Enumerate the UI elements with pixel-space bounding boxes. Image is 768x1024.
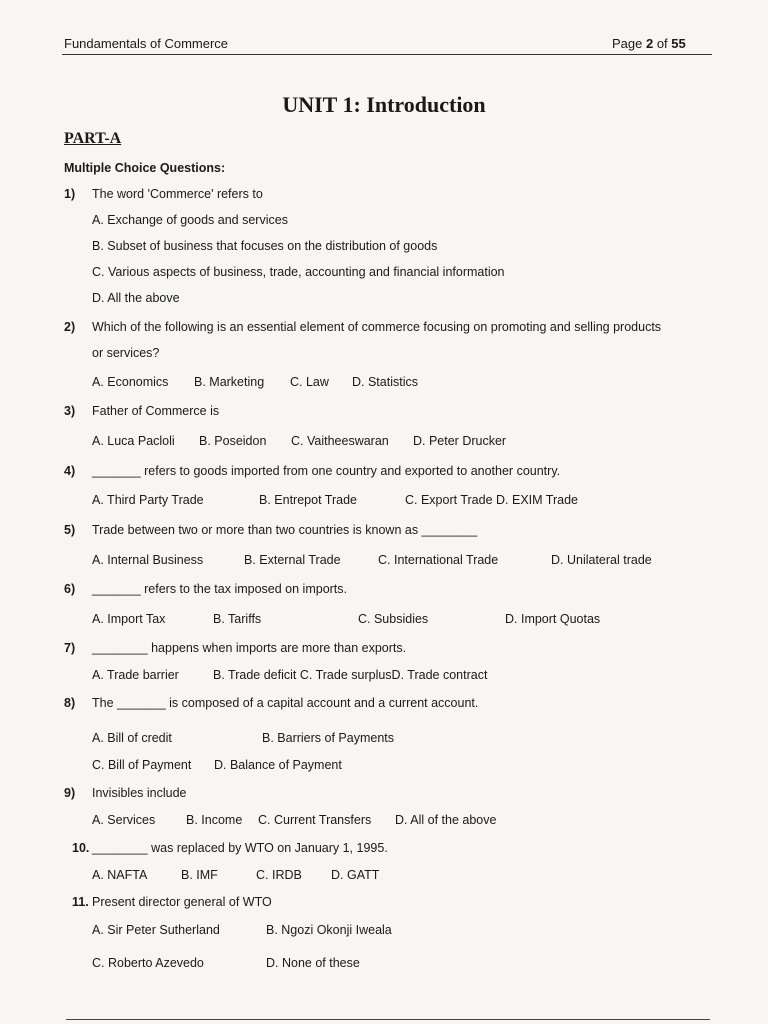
page-title: UNIT 1: Introduction: [282, 92, 486, 117]
option-b: B. Subset of business that focuses on the distribution of goods: [92, 239, 438, 253]
option-a: A. Sir Peter Sutherland: [92, 923, 220, 937]
question-number: 5): [64, 523, 76, 537]
option-b: B. Barriers of Payments: [262, 731, 394, 745]
option-c: C. Export Trade D. EXIM Trade: [405, 493, 578, 507]
question-text: Which of the following is an essential element of commerce focusing on promoting and selling products: [92, 320, 662, 334]
question-number: 9): [64, 786, 76, 800]
option-a: A. Internal Business: [92, 553, 204, 567]
part-heading: PART-A: [64, 130, 122, 147]
option-c: C. IRDB: [256, 868, 302, 882]
option-d: D. All of the above: [395, 813, 497, 827]
question-text: Trade between two or more than two countries is known as ________: [92, 523, 478, 537]
question-text: ________ happens when imports are more than exports.: [92, 641, 407, 655]
question-number: 3): [64, 404, 76, 418]
option-b: B. Entrepot Trade: [259, 493, 357, 507]
option-a: A. NAFTA: [92, 868, 148, 882]
option-c: C. Vaitheeswaran: [291, 434, 389, 448]
option-d: D. GATT: [331, 868, 380, 882]
option-a: A. Economics: [92, 375, 169, 389]
option-d: D. Import Quotas: [505, 612, 601, 626]
question-text: The word 'Commerce' refers to: [92, 187, 263, 201]
option-a: A. Import Tax: [92, 612, 166, 626]
option-b: B. External Trade: [244, 553, 341, 567]
question-number: 10.: [72, 841, 90, 855]
question-number: 8): [64, 696, 76, 710]
option-a: A. Bill of credit: [92, 731, 172, 745]
option-b: B. Ngozi Okonji Iweala: [266, 923, 392, 937]
question-number: 1): [64, 187, 76, 201]
option-d: D. Statistics: [352, 375, 418, 389]
option-c: C. Subsidies: [358, 612, 429, 626]
header-rule: [62, 54, 712, 55]
question-number: 2): [64, 320, 76, 334]
question-text: _______ refers to goods imported from one country and exported to another country.: [92, 464, 561, 478]
question-text-continued: or services?: [92, 346, 160, 360]
question-number: 6): [64, 582, 76, 596]
option-c: C. Current Transfers: [258, 813, 372, 827]
option-d: D. All the above: [92, 291, 180, 305]
option-d: D. Unilateral trade: [551, 553, 652, 567]
question-text: Invisibles include: [92, 786, 187, 800]
question-text: ________ was replaced by WTO on January 1, 1995.: [92, 841, 388, 855]
option-b: B. IMF: [181, 868, 218, 882]
page-number: Page 2 of 55: [612, 36, 686, 51]
question-text: Present director general of WTO: [92, 895, 272, 909]
footer-rule: [66, 1019, 710, 1020]
section-heading: Multiple Choice Questions:: [64, 161, 226, 175]
question-number: 4): [64, 464, 76, 478]
option-b: B. Marketing: [194, 375, 265, 389]
running-header-title: Fundamentals of Commerce: [64, 36, 229, 51]
option-a: A. Luca Pacloli: [92, 434, 175, 448]
option-b: B. Income: [186, 813, 243, 827]
option-d: D. Balance of Payment: [214, 758, 342, 772]
option-c: C. Law: [290, 375, 329, 389]
question-number: 7): [64, 641, 76, 655]
option-c: C. International Trade: [378, 553, 499, 567]
option-d: D. Peter Drucker: [413, 434, 507, 448]
option-c: C. Bill of Payment: [92, 758, 192, 772]
question-text: Father of Commerce is: [92, 404, 220, 418]
option-d: D. None of these: [266, 956, 360, 970]
option-a: A. Trade barrier: [92, 668, 179, 682]
option-b: B. Tariffs: [213, 612, 262, 626]
option-b-c-d: B. Trade deficit C. Trade surplusD. Trade contract: [213, 668, 488, 682]
option-a: A. Third Party Trade: [92, 493, 204, 507]
option-a: A. Services: [92, 813, 156, 827]
option-b: B. Poseidon: [199, 434, 267, 448]
question-number: 11.: [72, 895, 89, 909]
question-text: _______ refers to the tax imposed on imports.: [92, 582, 348, 596]
option-a: A. Exchange of goods and services: [92, 213, 288, 227]
option-c: C. Roberto Azevedo: [92, 956, 204, 970]
question-text: The _______ is composed of a capital account and a current account.: [92, 696, 479, 710]
option-c: C. Various aspects of business, trade, accounting and financial information: [92, 265, 505, 279]
